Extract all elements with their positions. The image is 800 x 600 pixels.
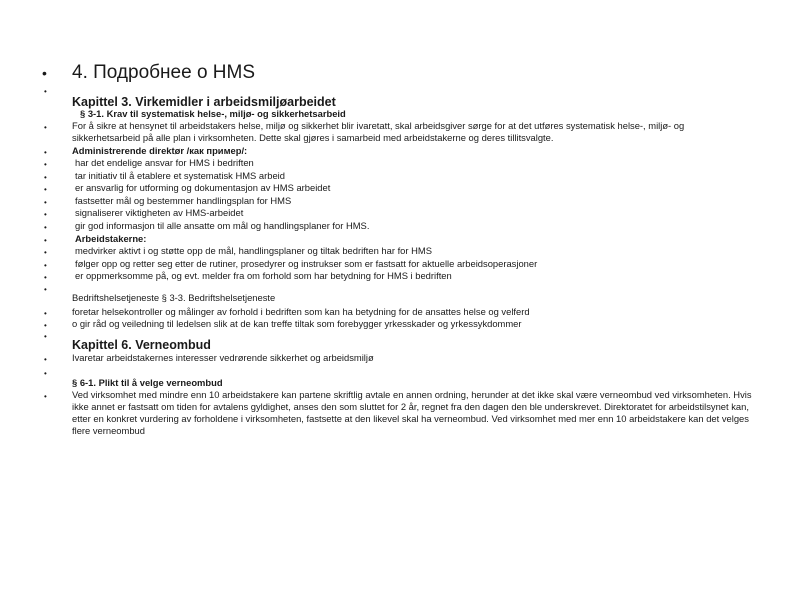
bullet: •	[44, 123, 47, 132]
bht-item: o gir råd og veiledning til ledelsen slik at de kan treffe tiltak som forebygger yrkesskader og yrkessykdommer	[72, 318, 522, 329]
chapter-6-heading: Kapittel 6. Verneombud	[72, 338, 211, 352]
bullet: •	[44, 321, 47, 330]
bullet: •	[44, 236, 47, 245]
director-item: har det endelige ansvar for HMS i bedriften	[75, 157, 254, 168]
bullet: •	[44, 248, 47, 257]
section-3-1-paragraph: For å sikre at hensynet til arbeidstakers helse, miljø og sikkerhet blir ivaretatt, skal arbeidsgiver sørge for at det utføres systematisk helse-, miljø- og sikkerhetsarbeid på alle plan i virksomheten. Dette skal gjøres i samarbeid med arbeidstakerne og deres tillitsvalgte.	[72, 120, 685, 143]
bullet: •	[44, 392, 47, 401]
workers-item: medvirker aktivt i og støtte opp de mål, handlingsplaner og tiltak bedriften har for HMS	[75, 245, 432, 256]
bht-item: foretar helsekontroller og målinger av forhold i bedriften som kan ha betydning for de ansattes helse og velferd	[72, 306, 530, 317]
director-label: Administrerende direktør /как пример/:	[72, 145, 248, 156]
section-6-1-paragraph: Ved virksomhet med mindre enn 10 arbeidstakere kan partene skriftlig avtale en annen ordning, herunder at det ikke skal være verneombud ved virksomheten. Hvis ikke annet er fastsatt om tiden for avtalens gyldighet, anses den som sluttet for 2 år, regnet fra den dagen den ble underskrevet. Direktoratet for arbeidstilsynet kan, etter en konkret vurdering av forholdene i virksomheten, fastsette at den likevel skal ha verneombud. Ved virksomhet med mer enn 10 arbeidstakere kan det velges flere verneombud	[72, 389, 752, 436]
bullet: •	[44, 148, 47, 157]
bullet: •	[44, 273, 47, 282]
bullet: •	[42, 65, 47, 81]
kap6-line: Ivaretar arbeidstakernes interesser vedrørende sikkerhet og arbeidsmiljø	[72, 352, 374, 363]
bullet: •	[44, 198, 47, 207]
director-item: fastsetter mål og bestemmer handlingsplan for HMS	[75, 195, 292, 206]
bullet: •	[44, 261, 47, 270]
director-item: gir god informasjon til alle ansatte om mål og handlingsplaner for HMS.	[75, 220, 370, 231]
bullet: •	[44, 160, 47, 169]
director-item: er ansvarlig for utforming og dokumentasjon av HMS arbeidet	[75, 182, 331, 193]
bullet: •	[44, 210, 47, 219]
bullet: •	[44, 355, 47, 364]
bullet: •	[44, 173, 47, 182]
bullet: •	[44, 87, 47, 96]
workers-item: følger opp og retter seg etter de rutiner, prosedyrer og instrukser som er fastsatt for aktuelle arbeidsoperasjoner	[75, 258, 538, 269]
section-6-1-heading: § 6-1. Plikt til å velge verneombud	[72, 377, 223, 388]
director-item: tar initiativ til å etablere et systematisk HMS arbeid	[75, 170, 285, 181]
chapter-3-heading: Kapittel 3. Virkemidler i arbeidsmiljøarbeidet	[72, 95, 336, 109]
workers-label: Arbeidstakerne:	[75, 233, 147, 244]
bullet: •	[44, 223, 47, 232]
bullet: •	[44, 309, 47, 318]
bullet: •	[44, 332, 47, 341]
workers-item: er oppmerksomme på, og evt. melder fra om forhold som har betydning for HMS i bedriften	[75, 270, 452, 281]
bullet: •	[44, 285, 47, 294]
section-3-1-heading: § 3-1. Krav til systematisk helse-, miljø- og sikkerhetsarbeid	[80, 108, 346, 119]
page-title: 4. Подробнее о HMS	[72, 62, 256, 83]
bht-label: Bedriftshelsetjeneste § 3-3. Bedriftshelsetjeneste	[72, 292, 276, 303]
director-item: signaliserer viktigheten av HMS-arbeidet	[75, 207, 244, 218]
bullet: •	[44, 369, 47, 378]
bullet: •	[44, 185, 47, 194]
